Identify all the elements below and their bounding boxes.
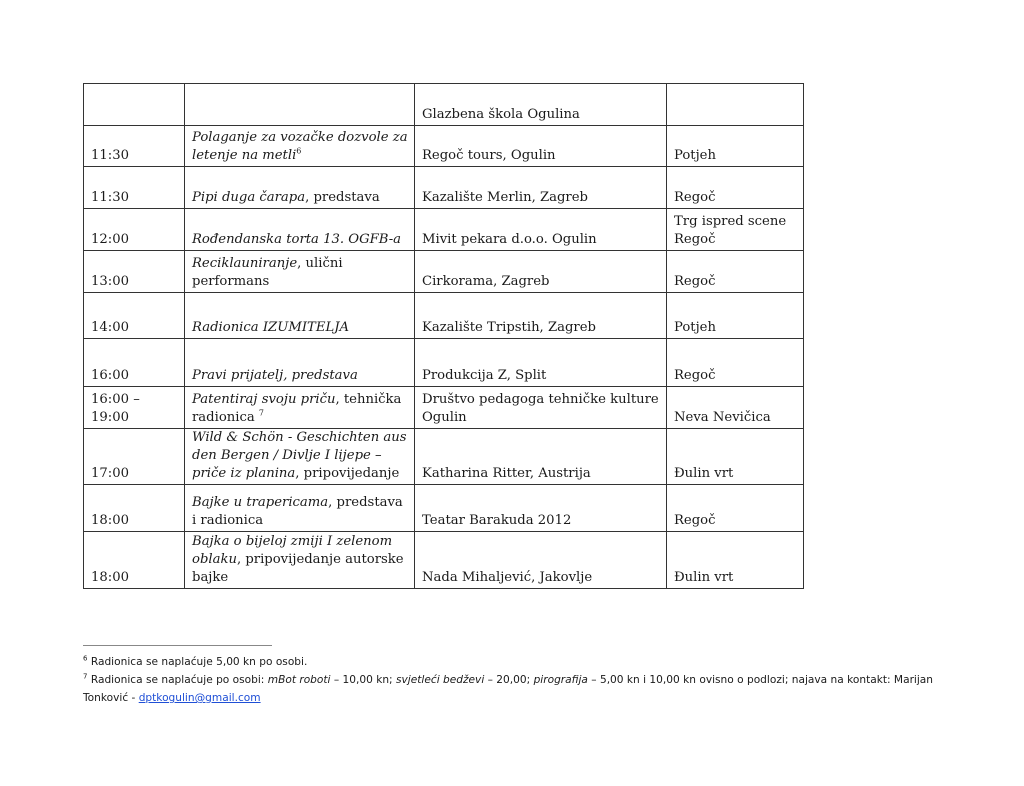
time-cell: 14:00 (84, 293, 185, 339)
organizer-cell: Mivit pekara d.o.o. Ogulin (415, 209, 667, 251)
table-row (84, 532, 804, 589)
event-description: , predstava i radionica (192, 495, 403, 528)
event-title: Wild & Schön - Geschichten aus den Bergen / Divlje I lijepe – priče iz planina (192, 430, 407, 481)
event-cell (185, 251, 415, 293)
table-row (84, 209, 804, 251)
event-cell (185, 429, 415, 485)
time-cell: 12:00 (84, 209, 185, 251)
footnote-text: Radionica se naplaćuje 5,00 kn po osobi. (87, 656, 308, 668)
location-cell: Regoč (667, 251, 804, 293)
email-link[interactable]: dptkogulin@gmail.com (138, 692, 261, 704)
footnote-ref: 6 (296, 146, 302, 156)
footnote-ref: 7 (258, 408, 265, 418)
event-title: Patentiraj svoju priču (192, 392, 336, 407)
location-cell: Đulin vrt (667, 429, 804, 485)
location-cell: Neva Nevičica (667, 387, 804, 429)
time-cell (84, 84, 185, 126)
event-title: Pipi duga čarapa (192, 190, 306, 205)
event-title: Pravi prijatelj, predstava (192, 368, 358, 383)
footnote-text: – 5,00 kn i 10,00 kn ovisno o podlozi; najava na kontakt: Marijan Tonković - (83, 674, 934, 704)
table-row (84, 84, 804, 126)
event-title: Bajka o bijeloj zmiji I zelenom oblaku (192, 534, 393, 567)
organizer-cell: Društvo pedagoga tehničke kulture Ogulin (415, 387, 667, 429)
time-cell: 18:00 (84, 532, 185, 589)
organizer-cell: Katharina Ritter, Austrija (415, 429, 667, 485)
event-cell (185, 339, 415, 387)
organizer-cell: Regoč tours, Ogulin (415, 126, 667, 167)
table-row (84, 429, 804, 485)
event-description: , pripovijedanje (295, 466, 400, 481)
footnote-mark: 7 (83, 672, 88, 681)
footnote-text: – 10,00 kn; (330, 674, 396, 686)
footnote-6 (83, 653, 953, 671)
organizer-cell: Produkcija Z, Split (415, 339, 667, 387)
organizer-cell: Teatar Barakuda 2012 (415, 485, 667, 532)
footnote-mark: 6 (83, 654, 88, 663)
location-cell (667, 84, 804, 126)
location-cell: Đulin vrt (667, 532, 804, 589)
location-cell: Regoč (667, 167, 804, 209)
footnote-item: mBot roboti (267, 674, 331, 686)
event-cell (185, 167, 415, 209)
event-title: Rođendanska torta 13. OGFB-a (192, 232, 402, 247)
table-row (84, 387, 804, 429)
event-description: , pripovijedanje autorske bajke (192, 552, 404, 585)
organizer-cell: Nada Mihaljević, Jakovlje (415, 532, 667, 589)
footnote-text: Radionica se naplaćuje po osobi: (87, 674, 268, 686)
event-description: , tehnička radionica (192, 392, 402, 425)
time-cell: 16:00 (84, 339, 185, 387)
event-cell (185, 84, 415, 126)
event-title: Radionica IZUMITELJA (192, 320, 350, 335)
event-cell (185, 485, 415, 532)
footnotes (83, 653, 953, 707)
time-cell: 16:00 – 19:00 (84, 387, 185, 429)
organizer-cell: Cirkorama, Zagreb (415, 251, 667, 293)
event-cell (185, 126, 415, 167)
time-cell: 18:00 (84, 485, 185, 532)
event-description: , predstava (305, 190, 380, 205)
event-title: Bajke u trapericama (192, 495, 329, 510)
footnote-separator (83, 645, 272, 646)
time-cell: 13:00 (84, 251, 185, 293)
event-cell (185, 209, 415, 251)
event-cell (185, 532, 415, 589)
table-row (84, 126, 804, 167)
time-cell: 17:00 (84, 429, 185, 485)
table-row (84, 293, 804, 339)
organizer-cell: Kazalište Tripstih, Zagreb (415, 293, 667, 339)
footnote-text: – 20,00; (484, 674, 534, 686)
table-row (84, 251, 804, 293)
location-cell: Trg ispred scene Regoč (667, 209, 804, 251)
time-cell: 11:30 (84, 167, 185, 209)
table-row (84, 485, 804, 532)
time-cell: 11:30 (84, 126, 185, 167)
schedule-table (83, 83, 804, 589)
location-cell: Potjeh (667, 126, 804, 167)
table-row (84, 167, 804, 209)
location-cell: Regoč (667, 485, 804, 532)
footnote-item: svjetleći bedževi (396, 674, 485, 686)
location-cell: Potjeh (667, 293, 804, 339)
event-title: Reciklauniranje (192, 256, 298, 271)
footnote-7 (83, 671, 953, 707)
event-title: Polaganje za vozačke dozvole za letenje na metli (192, 130, 408, 163)
organizer-cell: Kazalište Merlin, Zagreb (415, 167, 667, 209)
location-cell: Regoč (667, 339, 804, 387)
event-description: , ulični performans (192, 256, 343, 289)
event-cell (185, 293, 415, 339)
footnote-item: pirografija (533, 674, 588, 686)
organizer-cell: Glazbena škola Ogulina (415, 84, 667, 126)
event-cell (185, 387, 415, 429)
table-row (84, 339, 804, 387)
